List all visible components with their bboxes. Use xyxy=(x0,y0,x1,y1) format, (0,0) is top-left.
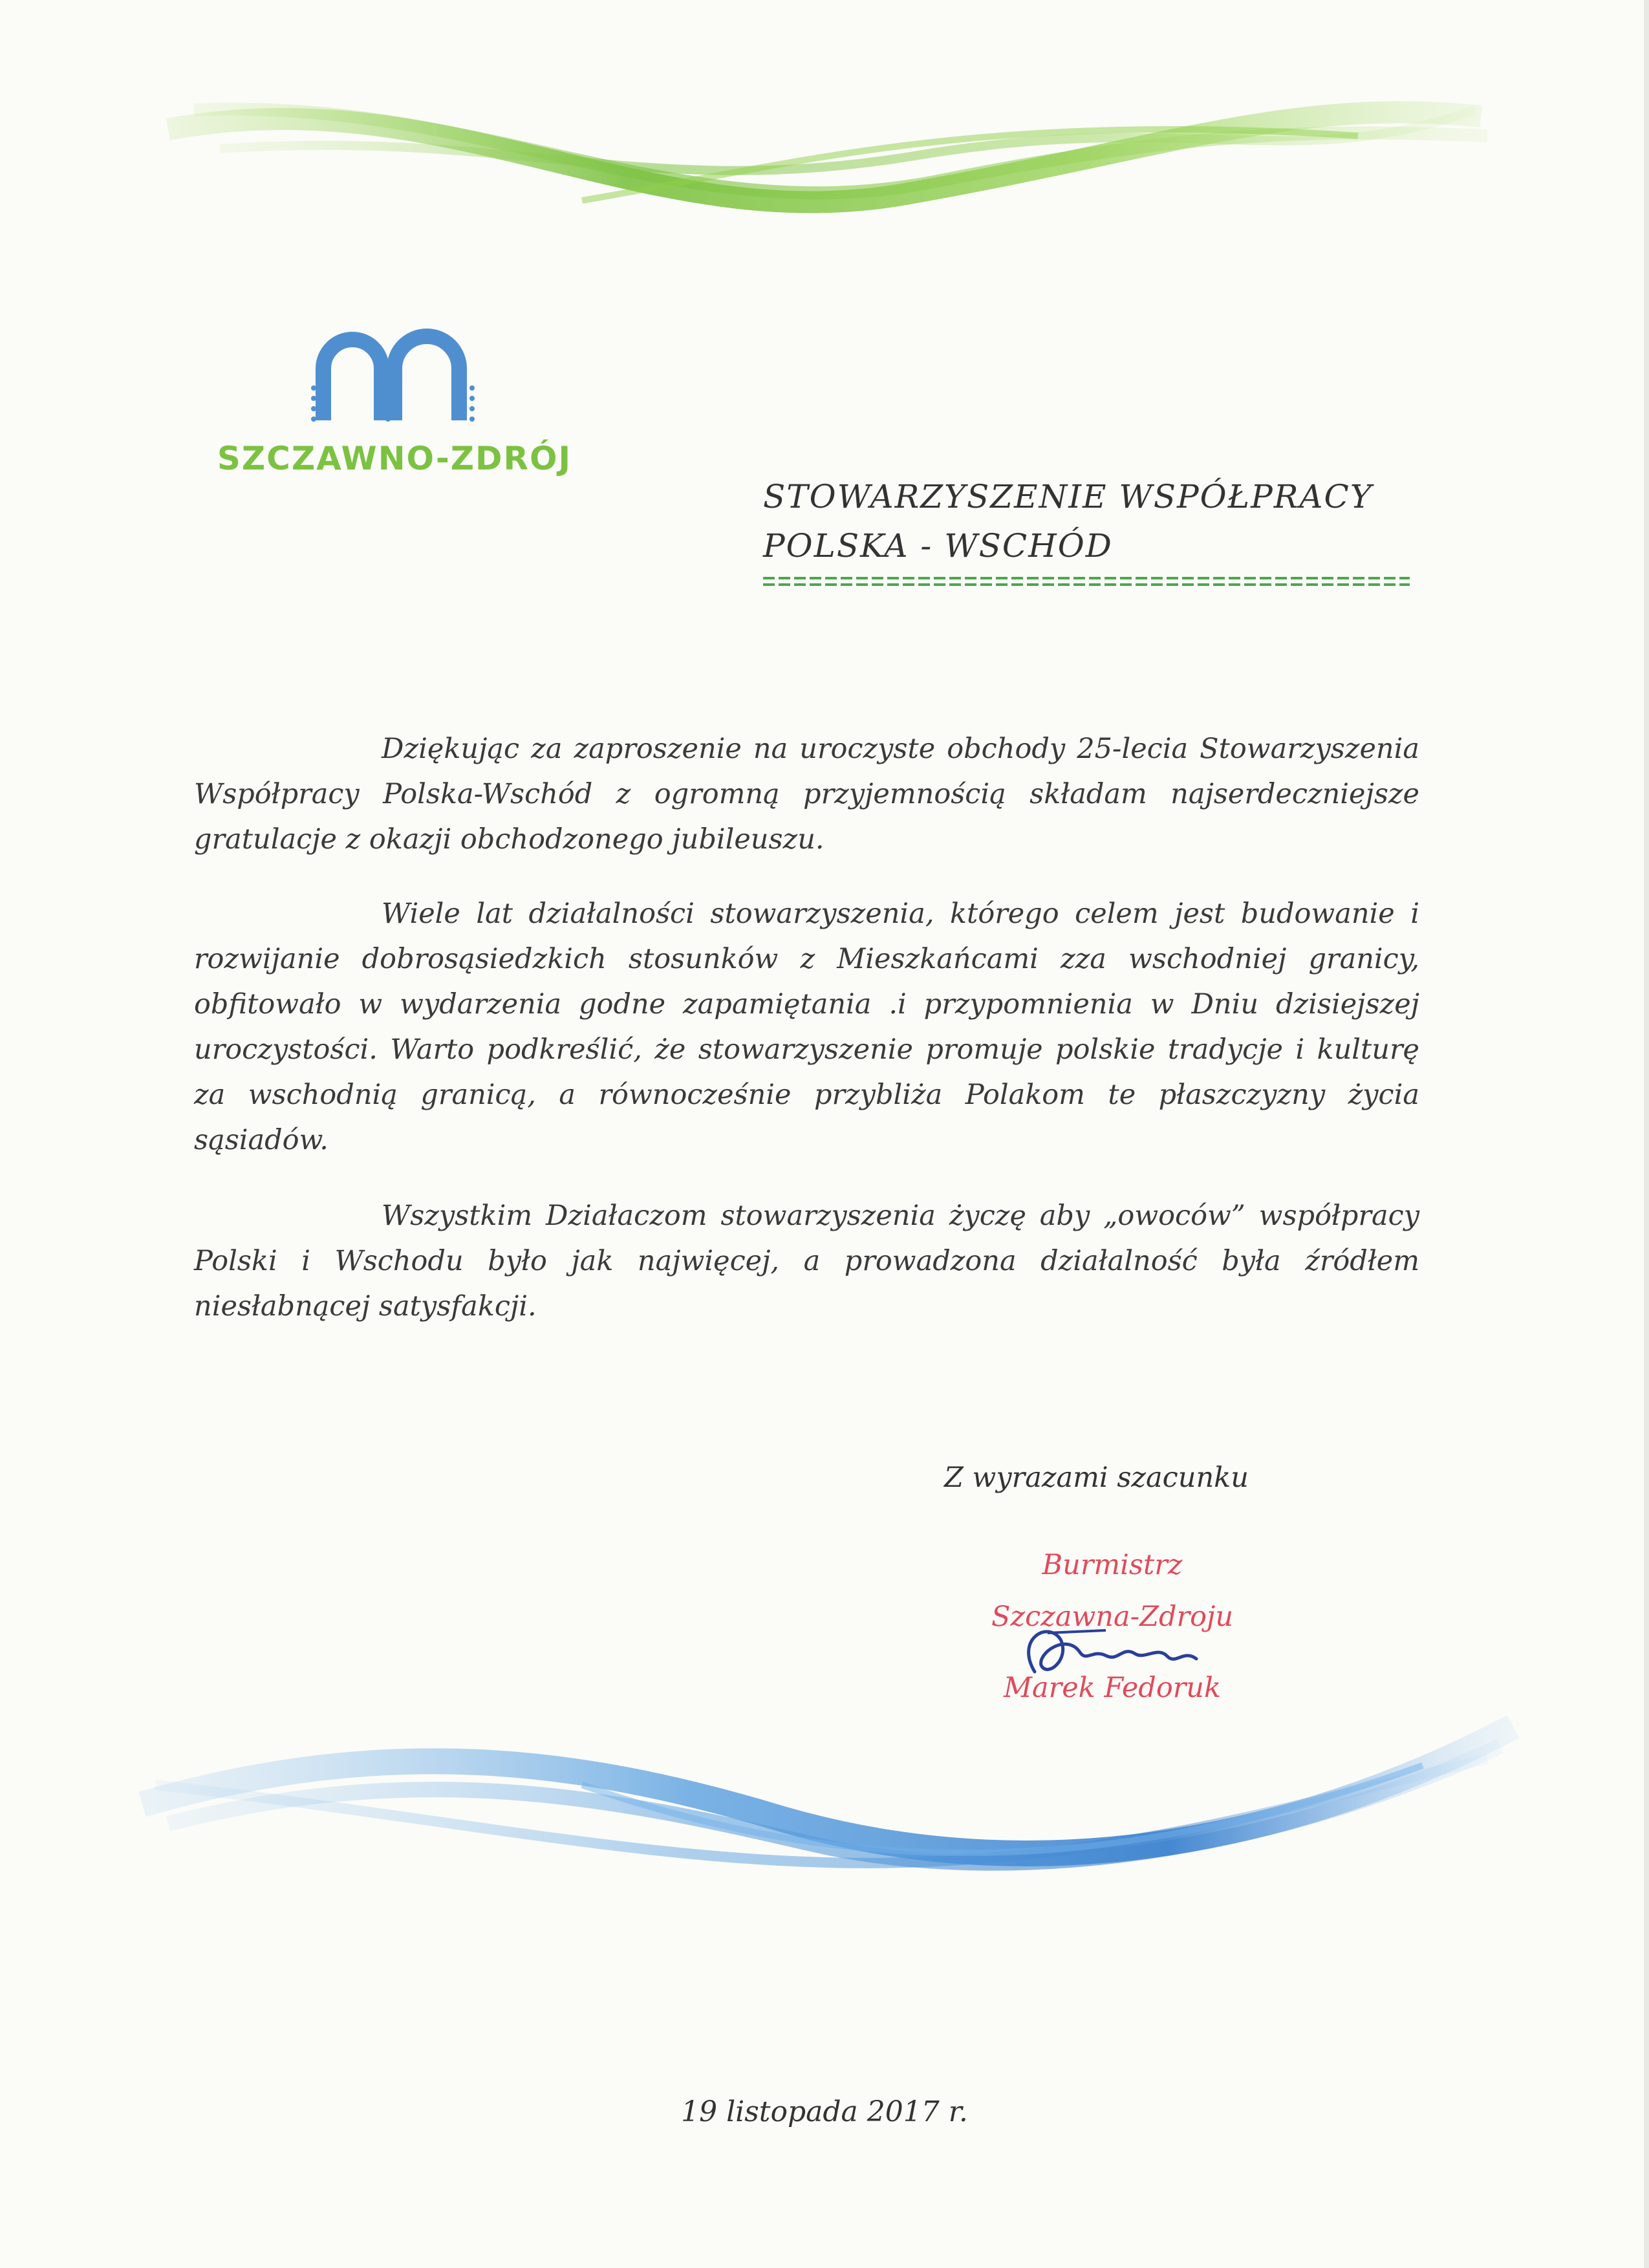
recipient-heading xyxy=(763,472,1410,570)
page-edge xyxy=(1644,0,1649,2268)
heading-divider xyxy=(763,574,1410,591)
fountain-arches-icon xyxy=(310,323,485,427)
town-logo xyxy=(213,323,576,504)
paragraph-1: Dziękując za zaproszenie na uroczyste obchody 25-lecia Stowarzyszenia Współpracy Polska-Wschód z ogromną przyjemnością składam najserdeczniejsze gratulacje z okazji obchodzonego jubileuszu. xyxy=(194,733,1419,856)
signatory-name: Marek Fedoruk xyxy=(1003,1672,1222,1704)
signatory-office: Szczawna-Zdroju xyxy=(991,1601,1234,1633)
logo-text: SZCZAWNO-ZDRÓJ xyxy=(217,440,572,477)
paragraph-3: Wszystkim Działaczom stowarzyszenia życzę aby „owoców” współpracy Polski i Wschodu było jak najwięcej, a prowadzona działalność była źródłem niesłabnącej satysfakcji. xyxy=(194,1200,1419,1323)
paragraph-2: Wiele lat działalności stowarzyszenia, którego celem jest budowanie i rozwijanie dobrosąsiedzkich stosunków z Mieszkańcami zza wschodniej granicy, obfitowało w wydarzenia godne zapamiętania .i przypomnienia w Dniu dzisiejszej uroczystości. Warto podkreślić, że stowarzyszenie promuje polskie tradycje i kulturę za wschodnią granicą, a równocześnie przybliża Polakom te płaszczyzny życia sąsiadów. xyxy=(194,898,1419,1156)
signatory-title: Burmistrz xyxy=(1042,1549,1183,1581)
recipient-line-2: POLSKA - WSCHÓD xyxy=(763,527,1113,565)
blue-wave-decoration xyxy=(0,1707,1649,1914)
handwritten-signature xyxy=(1009,1614,1216,1691)
recipient-line-1: STOWARZYSZENIE WSPÓŁPRACY xyxy=(763,478,1373,515)
closing-phrase: Z wyrazami szacunku xyxy=(944,1462,1249,1494)
green-wave-decoration xyxy=(0,71,1649,265)
letter-date: 19 listopada 2017 r. xyxy=(681,2095,968,2128)
